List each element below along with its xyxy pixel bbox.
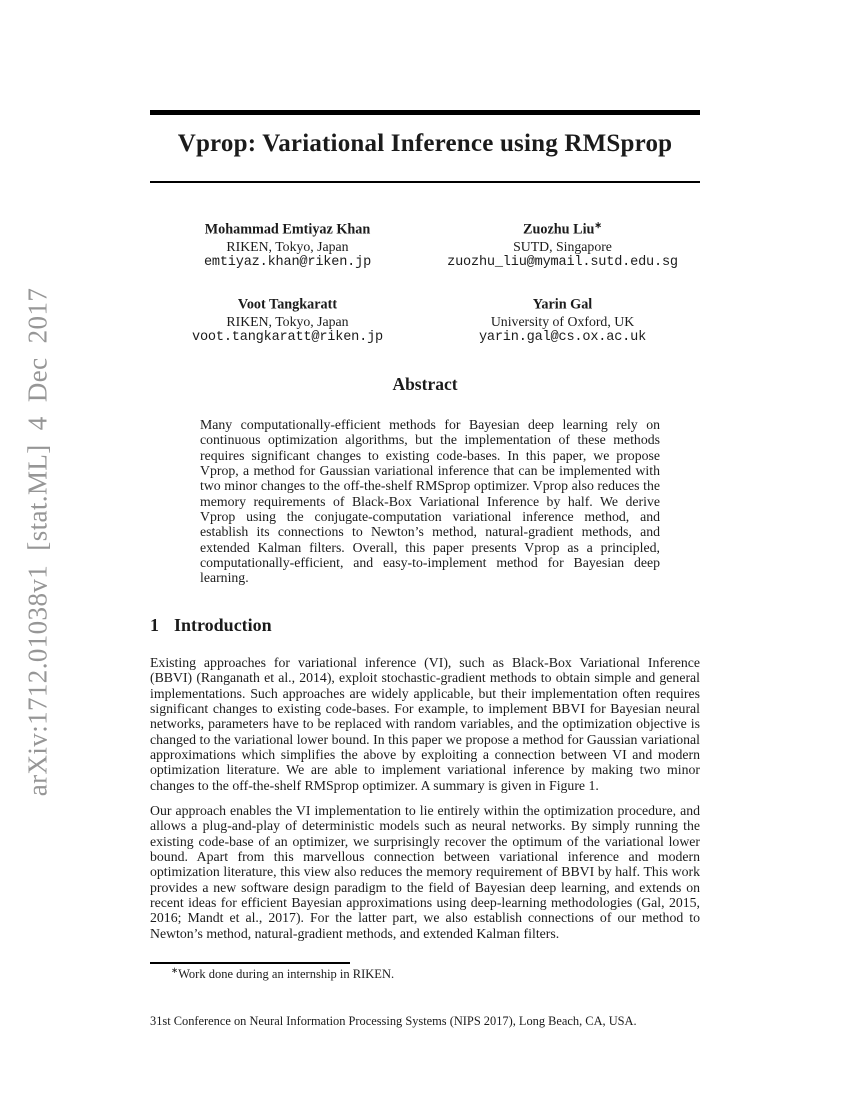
intro-paragraph-1: Existing approaches for variational inference (VI), such as Black-Box Variational Inference (BBVI) (Ranganath et al., 2014), exploit stochastic-gradient methods to obtain simple and general implementations. Such approaches are widely applicable, but their implementation often requires significant changes to existing code-bases. For example, to implement BBVI for Bayesian neural networks, parameters have to be replaced with random variables, and the optimization objective is changed to the variational lower bound. In this paper we propose a method for Gaussian variational approximations which simplifies the above by exploiting a connection between VI and modern optimization literature. We are able to implement variational inference by making two minor changes to the off-the-shelf RMSprop optimizer. A summary is given in Figure 1. xyxy=(150,655,700,793)
author-name: Zuozhu Liu xyxy=(523,221,595,238)
page-title: Vprop: Variational Inference using RMSprop xyxy=(177,130,673,157)
conference-footer: 31st Conference on Neural Information Processing Systems (NIPS 2017), Long Beach, CA, USA. xyxy=(150,1014,637,1028)
intro-paragraph-2: Our approach enables the VI implementation to lie entirely within the optimization procedure, and allows a plug-and-play of deterministic models such as neural networks. By simply running the existing code-base of an optimizer, we surprisingly recover the optimum of the variational lower bound. Apart from this marvellous connection between variational inference and modern optimization literature, this view also reduces the memory requirement of BBVI by half. This work provides a new software design paradigm to the field of Bayesian deep learning, and extends on recent ideas for efficient Bayesian approximations using deep-learning methodologies (Gal, 2015, 2016; Mandt et al., 2017). For the latter part, we also establish connections of our method to Newton’s method, natural-gradient methods, and extended Kalman filters. xyxy=(150,803,700,941)
author-email: zuozhu_liu@mymail.sutd.edu.sg xyxy=(447,255,678,271)
abstract-heading: Abstract xyxy=(392,374,458,394)
footnote-separator-rule xyxy=(150,962,350,964)
author-email: yarin.gal@cs.ox.ac.uk xyxy=(478,330,647,346)
author-affiliation: RIKEN, Tokyo, Japan xyxy=(226,313,349,329)
arxiv-watermark: arXiv:1712.01038v1 [stat.ML] 4 Dec 2017 xyxy=(22,287,53,797)
author-tangkaratt xyxy=(150,292,425,347)
section-title: Introduction xyxy=(174,615,272,635)
footnote-marker: ∗ xyxy=(171,965,179,975)
title-rule-bottom xyxy=(150,181,700,183)
author-affiliation: RIKEN, Tokyo, Japan xyxy=(226,238,349,254)
abstract-text: Many computationally-efficient methods for Bayesian deep learning rely on continuous optimization algorithms, but the implementation of these methods requires significant changes to existing code-bases. In this paper, we propose Vprop, a method for Gaussian variational inference that can be implemented with two minor changes to the off-the-shelf RMSprop optimizer. Vprop also reduces the memory requirements of Black-Box Variational Inference by half. We derive Vprop using the conjugate-computation variational inference method, and establish its connections to Newton’s method, natural-gradient methods, and extended Kalman filters. Overall, this paper presents Vprop as a principled, computationally-efficient, and easy-to-implement method for Bayesian deep learning. xyxy=(200,417,660,586)
author-name: Yarin Gal xyxy=(532,296,593,313)
author-affiliation: SUTD, Singapore xyxy=(513,238,612,254)
title-rule-top xyxy=(150,110,700,115)
author-email: voot.tangkaratt@riken.jp xyxy=(192,330,383,346)
author-name: Voot Tangkaratt xyxy=(237,296,338,313)
author-name: Mohammad Emtiyaz Khan xyxy=(204,221,371,238)
author-gal xyxy=(425,292,700,347)
section-heading-introduction xyxy=(150,615,272,636)
footnote-text: Work done during an internship in RIKEN. xyxy=(178,967,395,982)
author-note-asterisk: ∗ xyxy=(594,220,602,230)
footnote xyxy=(150,965,700,982)
author-khan xyxy=(150,217,425,272)
author-affiliation: University of Oxford, UK xyxy=(490,313,635,329)
author-liu xyxy=(425,217,700,272)
section-number: 1 xyxy=(150,615,159,635)
author-block xyxy=(150,217,700,367)
author-email: emtiyaz.khan@riken.jp xyxy=(203,255,372,271)
